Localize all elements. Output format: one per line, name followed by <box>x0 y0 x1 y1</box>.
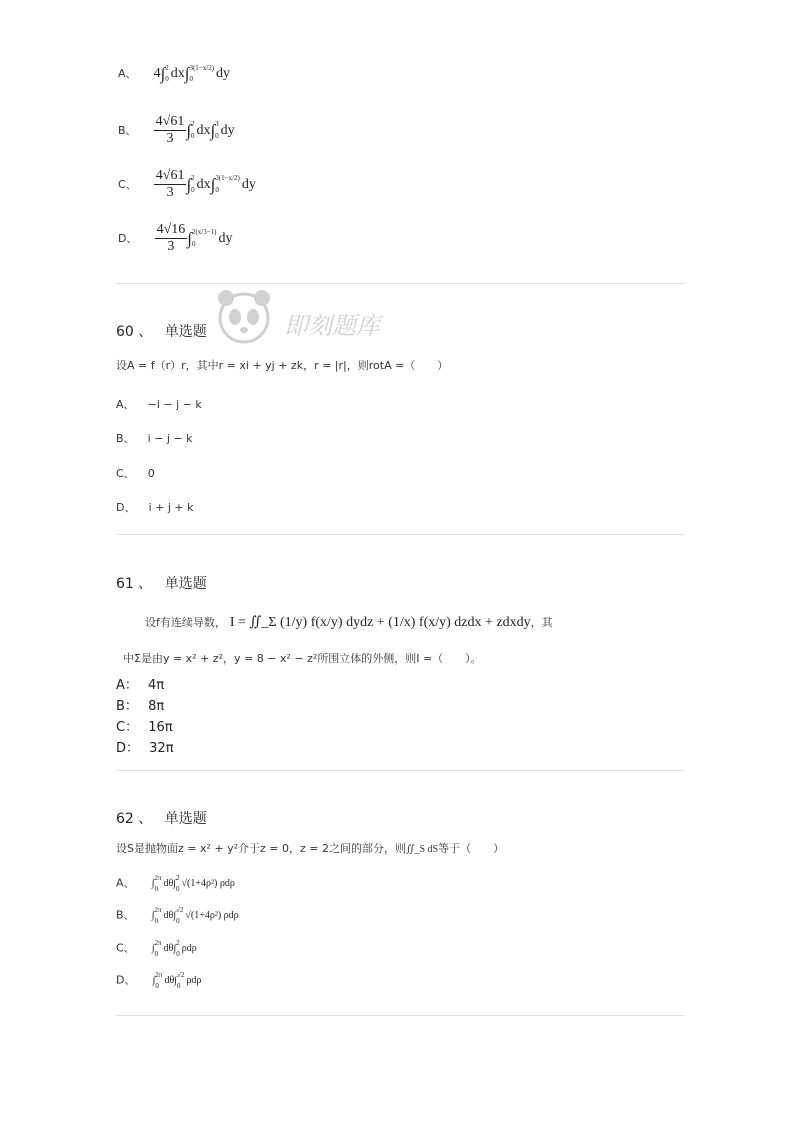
option-expr: ∫ 2π 0 dθ∫ √2 0 √(1+4ρ²) ρdρ <box>151 906 239 926</box>
q59-option-d-expr: $\frac{4√16}{3}$ ∫ 2(x/3−1) 0 dy <box>156 222 233 255</box>
q60-option-b[interactable] <box>116 427 193 446</box>
option-letter: B： <box>116 699 138 714</box>
option-expr: ∫ 2π 0 dθ∫ 2 0 ρdρ <box>151 939 197 959</box>
question-type: 单选题 <box>164 811 207 827</box>
divider <box>116 283 685 284</box>
option-text: 16π <box>148 720 173 735</box>
q60-option-c[interactable] <box>116 462 155 481</box>
q61-header <box>116 573 207 593</box>
q61-option-c[interactable] <box>116 716 173 735</box>
q60-option-a[interactable] <box>116 393 202 412</box>
option-text: 4π <box>148 678 165 693</box>
q61-stem-line1: 设f有连续导数， I = ∬_Σ (1/y) f(x/y) dydz + (1/x) f(x/y) dzdx + zdxdy ，其 <box>145 614 553 630</box>
divider <box>116 1015 685 1016</box>
option-letter: A、 <box>116 398 135 411</box>
option-letter: D、 <box>116 973 136 987</box>
q61-integral: I = ∬_Σ (1/y) f(x/y) dydz + (1/x) f(x/y) dzdx + zdxdy <box>229 614 531 630</box>
question-number: 60 、 <box>116 324 153 340</box>
q62-option-c[interactable] <box>116 938 197 960</box>
question-type: 单选题 <box>164 576 207 592</box>
option-letter: C、 <box>116 467 135 480</box>
q61-option-a[interactable] <box>116 674 164 693</box>
q60-option-d[interactable] <box>116 496 193 515</box>
q61-option-b[interactable] <box>116 695 164 714</box>
q60-stem: 设A = f（r）r，其中r = xi + yj + zk，r = |r|，则rotA =（ ） <box>116 359 449 372</box>
q62-header <box>116 808 207 828</box>
q62-option-a[interactable] <box>116 873 235 895</box>
q59-option-c-expr: $\frac{4√61}{3}$ ∫ 2 0 dx∫ 3(1−x/2) 0 dy <box>155 168 256 201</box>
q59-option-a-expr: 4∫ 2 0 dx∫ 3(1−x/2) 0 dy <box>153 63 231 83</box>
option-text: i + j + k <box>148 501 194 514</box>
option-expr: ∫ 2π 0 dθ∫ 2 0 √(1+4ρ²) ρdρ <box>151 874 235 894</box>
question-type: 单选题 <box>164 324 207 340</box>
option-letter: D、 <box>118 231 138 245</box>
q59-option-d[interactable] <box>118 222 233 255</box>
option-letter: B、 <box>116 432 135 445</box>
q61-stem-line2: 中Σ是由y = x² + z²，y = 8 − x² − z²所围立体的外侧，则I =（ ）。 <box>123 652 482 665</box>
q59-option-b[interactable] <box>118 114 235 147</box>
option-letter: B、 <box>116 908 135 922</box>
q62-stem: 设S是抛物面z = x² + y²介于z = 0，z = 2之间的部分，则∬_S dS等于（ ） <box>116 842 505 855</box>
panda-logo-icon <box>214 288 274 346</box>
question-number: 62 、 <box>116 811 153 827</box>
divider <box>116 534 685 535</box>
option-expr: ∫ 2π 0 dθ∫ √2 0 ρdρ <box>152 971 202 991</box>
option-letter: C、 <box>118 177 137 191</box>
option-letter: B、 <box>118 123 137 137</box>
q62-option-b[interactable] <box>116 905 239 927</box>
q59-option-b-expr: $\frac{4√61}{3}$ ∫ 2 0 dx∫ 3 0 dy <box>155 114 235 147</box>
option-text: 0 <box>147 467 155 480</box>
option-text: 8π <box>148 699 165 714</box>
option-text: 32π <box>149 741 174 756</box>
divider <box>116 770 685 771</box>
question-number: 61 、 <box>116 576 153 592</box>
option-letter: C： <box>116 720 139 735</box>
q60-header <box>116 321 207 341</box>
watermark: 即刻题库 <box>214 288 394 346</box>
option-letter: A、 <box>116 876 135 890</box>
option-text: −i − j − k <box>147 398 202 411</box>
q59-option-c[interactable] <box>118 168 256 201</box>
q62-option-d[interactable] <box>116 970 201 992</box>
q61-option-d[interactable] <box>116 737 174 756</box>
option-text: i − j − k <box>147 432 193 445</box>
q59-option-a[interactable] <box>118 62 230 85</box>
option-letter: A： <box>116 678 138 693</box>
option-letter: D、 <box>116 501 136 514</box>
option-letter: D： <box>116 741 140 756</box>
option-letter: C、 <box>116 941 135 955</box>
option-letter: A、 <box>118 67 137 80</box>
